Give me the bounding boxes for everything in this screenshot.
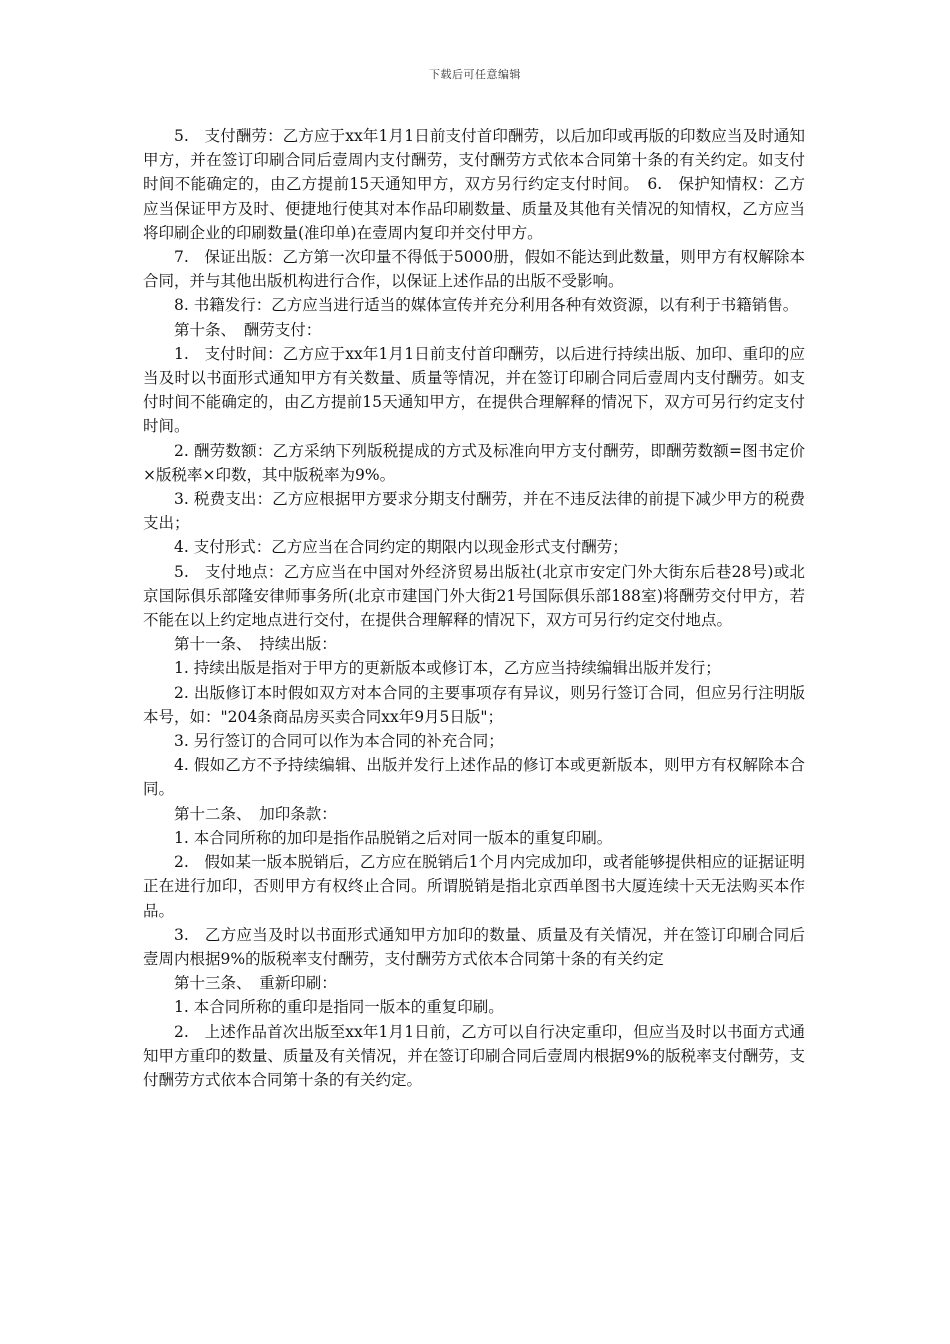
paragraph-sold-out-reprint: 2. 假如某一版本脱销后，乙方应在脱销后1个月内完成加印，或者能够提供相应的证据证明正在进行加印，否则甲方有权终止合同。所谓脱销是指北京西单图书大厦连续十天无法购买本作品。	[143, 853, 805, 920]
section-heading-article-13: 第十三条、 重新印刷：	[174, 974, 337, 993]
paragraph-reprinting-definition: 1. 本合同所称的重印是指同一版本的重复印刷。	[174, 998, 504, 1017]
section-heading-article-10: 第十条、 酬劳支付：	[174, 320, 322, 339]
paragraph-termination-right: 4. 假如乙方不予持续编辑、出版并发行上述作品的修订本或更新版本，则甲方有权解除本合同。	[143, 756, 805, 799]
page-header: 下载后可任意编辑	[429, 68, 521, 81]
paragraph-guarantee-publication: 7. 保证出版：乙方第一次印量不得低于5000册，假如不能达到此数量，则甲方有权解除本合同，并与其他出版机构进行合作，以保证上述作品的出版不受影响。	[143, 248, 805, 291]
section-heading-article-12: 第十二条、 加印条款：	[174, 804, 337, 823]
paragraph-reprint-definition: 1. 本合同所称的加印是指作品脱销之后对同一版本的重复印刷。	[174, 828, 613, 847]
paragraph-payment-time: 1. 支付时间：乙方应于xx年1月1日前支付首印酬劳，以后进行持续出版、加印、重印的应当及时以书面形式通知甲方有关数量、质量等情况，并在签订印刷合同后壹周内支付酬劳。如支付时间不能确定的，由乙方提前15天通知甲方，在提供合理解释的情况下，双方可另行约定支付时间。	[143, 344, 805, 436]
section-heading-article-11: 第十一条、 持续出版：	[174, 635, 337, 654]
paragraph-first-edition-reprint: 2. 上述作品首次出版至xx年1月1日前，乙方可以自行决定重印，但应当及时以书面方式通知甲方重印的数量、质量及有关情况，并在签订印刷合同后壹周内根据9%的版税率支付酬劳，支付酬劳方式依本合同第十条的有关约定。	[143, 1022, 805, 1089]
paragraph-supplementary-contract: 3. 另行签订的合同可以作为本合同的补充合同；	[174, 732, 504, 751]
paragraph-reprint-notification: 3. 乙方应当及时以书面形式通知甲方加印的数量、质量及有关情况，并在签订印刷合同后壹周内根据9%的版税率支付酬劳，支付酬劳方式依本合同第十条的有关约定	[143, 925, 805, 968]
paragraph-tax-expense: 3. 税费支出：乙方应根据甲方要求分期支付酬劳，并在不违反法律的前提下减少甲方的税费支出；	[143, 490, 805, 533]
paragraph-payment-form: 4. 支付形式：乙方应当在合同约定的期限内以现金形式支付酬劳；	[174, 538, 628, 557]
paragraph-book-distribution: 8. 书籍发行：乙方应当进行适当的媒体宣传并充分利用各种有效资源，以有利于书籍销售。	[174, 296, 799, 315]
paragraph-continuous-publication-definition: 1. 持续出版是指对于甲方的更新版本或修订本，乙方应当持续编辑出版并发行；	[174, 659, 721, 678]
document-body	[143, 124, 805, 1092]
paragraph-payment-amount: 2. 酬劳数额：乙方采纳下列版税提成的方式及标准向甲方支付酬劳，即酬劳数额=图书定价×版税率×印数，其中版税率为9%。	[143, 441, 805, 484]
paragraph-revised-edition: 2. 出版修订本时假如双方对本合同的主要事项存有异议，则另行签订合同，但应另行注明版本号，如："204条商品房买卖合同xx年9月5日版"；	[143, 683, 805, 726]
paragraph-payment-location: 5. 支付地点：乙方应当在中国对外经济贸易出版社(北京市安定门外大街东后巷28号)或北京国际俱乐部隆安律师事务所(北京市建国门外大街21号国际俱乐部188室)将酬劳交付甲方，若不能在以上约定地点进行交付，在提供合理解释的情况下，双方可另行约定交付地点。	[143, 562, 805, 630]
paragraph-payment-first-print: 5. 支付酬劳：乙方应于xx年1月1日前支付首印酬劳，以后加印或再版的印数应当及时通知甲方，并在签订印刷合同后壹周内支付酬劳，支付酬劳方式依本合同第十条的有关约定。如支付时间不能确定的，由乙方提前15天通知甲方，双方另行约定支付时间。 6. 保护知情权：乙方应当保证甲方及时、便捷地行使其对本作品印刷数量、质量及其他有关情况的知情权，乙方应当将印刷企业的印刷数量(准印单)在壹周内复印并交付甲方。	[143, 127, 805, 242]
